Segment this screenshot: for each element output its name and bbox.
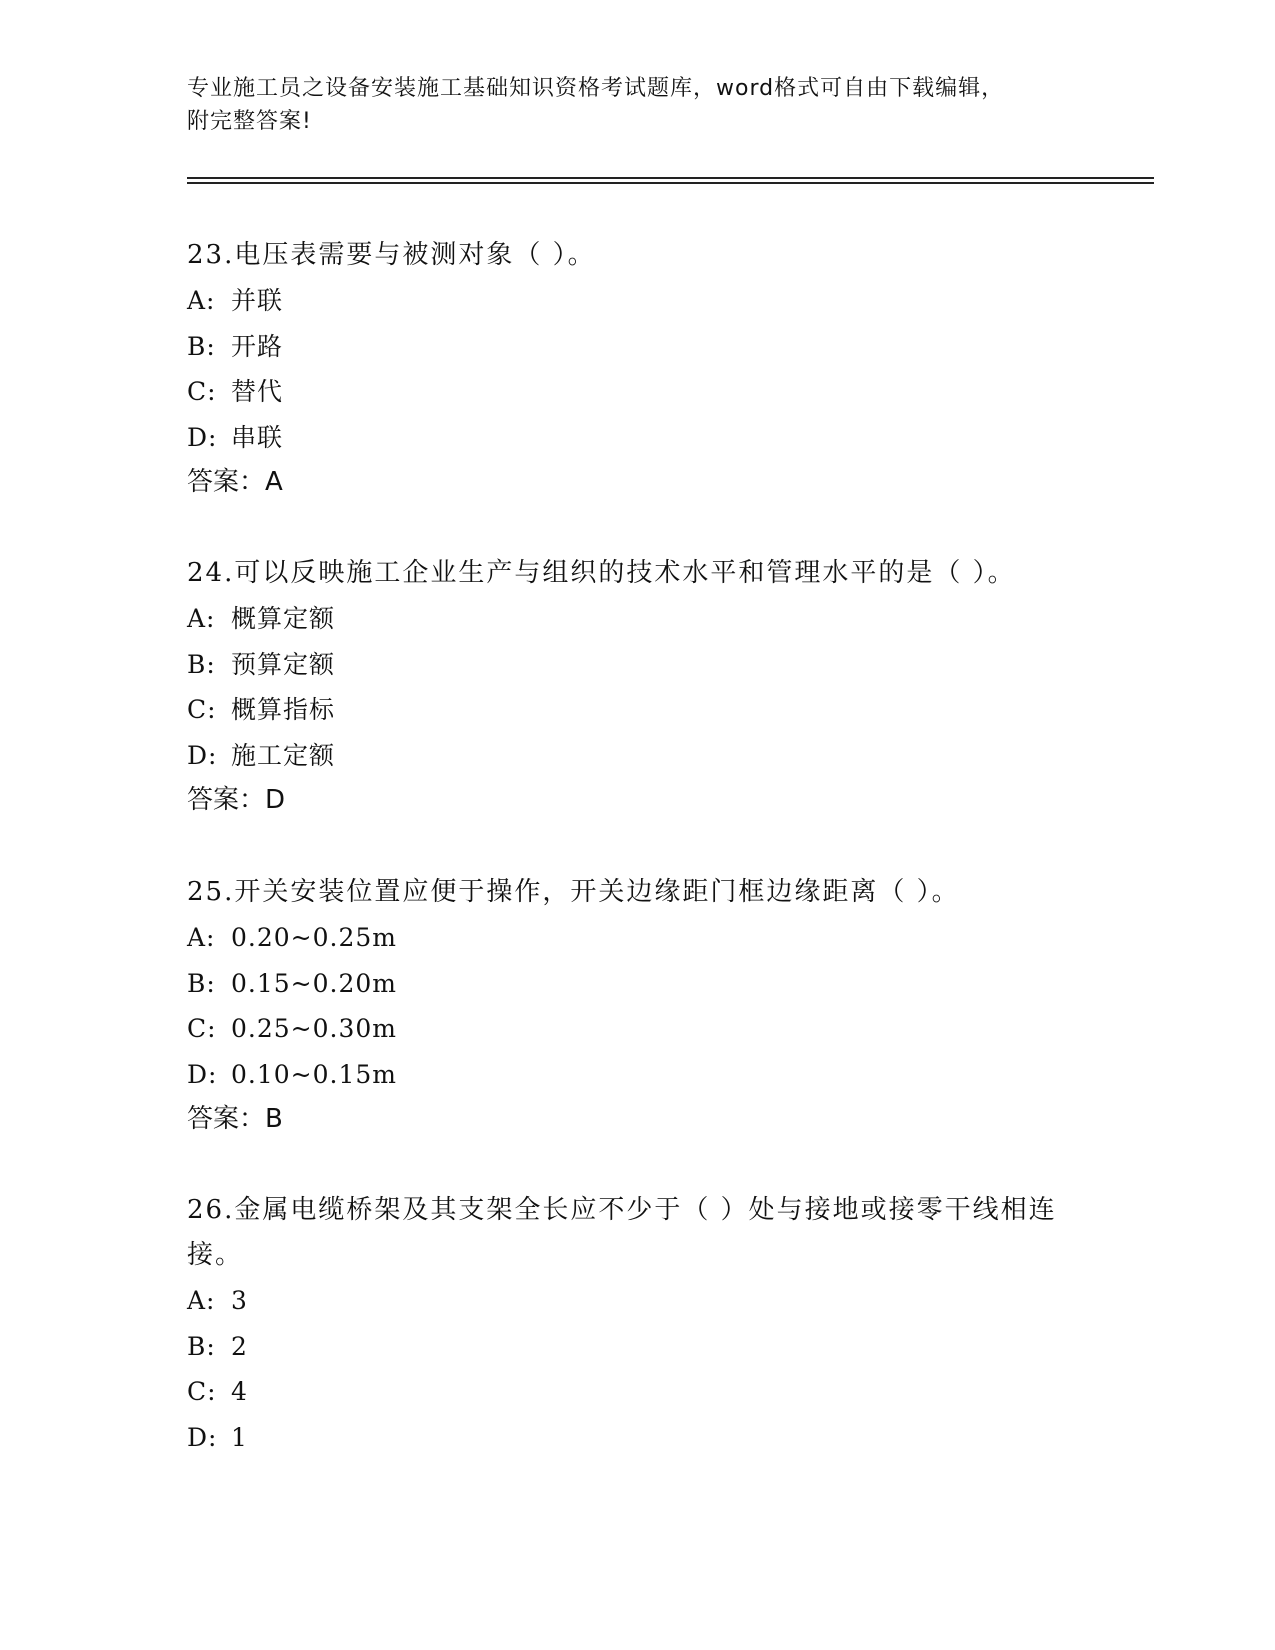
answer-line: 答案：A: [187, 467, 283, 497]
option-text: 概算定额: [231, 604, 336, 633]
question-23: [187, 233, 1087, 505]
option-a: [187, 596, 1087, 642]
option-key: B:: [187, 968, 216, 998]
option-key: D:: [187, 1059, 218, 1089]
option-key: D:: [187, 1422, 218, 1452]
question-stem: 26.金属电缆桥架及其支架全长应不少于（ ）处与接地或接零干线相连接。: [187, 1195, 1057, 1270]
option-b: [187, 1324, 1087, 1370]
header-divider-top: [187, 177, 1154, 179]
option-text: 4: [231, 1377, 248, 1406]
header-divider-bottom: [187, 182, 1154, 184]
option-text: 3: [231, 1286, 248, 1315]
option-a: [187, 915, 1087, 961]
option-key: C:: [187, 695, 217, 724]
option-d: [187, 733, 1087, 779]
option-b: [187, 642, 1087, 688]
answer-line: 答案：D: [187, 785, 286, 815]
option-key: A:: [187, 286, 216, 315]
option-key: C:: [187, 1377, 217, 1406]
option-text: 并联: [231, 286, 284, 315]
question-stem: 25.开关安装位置应便于操作，开关边缘距门框边缘距离（ ）。: [187, 877, 960, 907]
question-26: [187, 1188, 1087, 1460]
option-b: [187, 324, 1087, 370]
option-d: [187, 415, 1087, 461]
option-c: [187, 1369, 1087, 1415]
option-text: 串联: [231, 422, 284, 452]
option-text: 开路: [231, 331, 284, 361]
option-text: 施工定额: [231, 740, 336, 770]
answer-line: 答案：B: [187, 1104, 283, 1134]
option-a: [187, 1278, 1087, 1324]
option-text: 概算指标: [231, 695, 336, 724]
option-text: 0.10~0.15m: [231, 1059, 397, 1089]
option-key: C:: [187, 1014, 217, 1043]
option-b: [187, 961, 1087, 1007]
header-line-1: 专业施工员之设备安装施工基础知识资格考试题库，word格式可自由下载编辑，: [187, 76, 1005, 101]
option-key: C:: [187, 377, 217, 406]
option-key: A:: [187, 1286, 216, 1315]
option-key: A:: [187, 923, 216, 952]
question-24: [187, 551, 1087, 823]
option-key: A:: [187, 604, 216, 633]
option-text: 替代: [231, 377, 284, 406]
option-c: [187, 1006, 1087, 1052]
option-key: B:: [187, 331, 216, 361]
option-a: [187, 278, 1087, 324]
option-text: 0.15~0.20m: [231, 968, 397, 998]
option-c: [187, 369, 1087, 415]
option-key: D:: [187, 422, 218, 452]
question-stem: 24.可以反映施工企业生产与组织的技术水平和管理水平的是（ ）。: [187, 558, 1016, 588]
option-text: 预算定额: [231, 649, 336, 679]
option-text: 0.20~0.25m: [231, 923, 397, 952]
option-text: 1: [231, 1422, 248, 1452]
header-line-2: 附完整答案!: [187, 109, 312, 134]
document-header: [187, 72, 1087, 138]
question-25: [187, 870, 1087, 1142]
option-d: [187, 1415, 1087, 1461]
option-key: D:: [187, 740, 218, 770]
option-d: [187, 1052, 1087, 1098]
option-text: 0.25~0.30m: [231, 1014, 397, 1043]
option-c: [187, 687, 1087, 733]
question-stem: 23.电压表需要与被测对象（ ）。: [187, 240, 596, 270]
option-text: 2: [231, 1331, 248, 1361]
option-key: B:: [187, 649, 216, 679]
option-key: B:: [187, 1331, 216, 1361]
